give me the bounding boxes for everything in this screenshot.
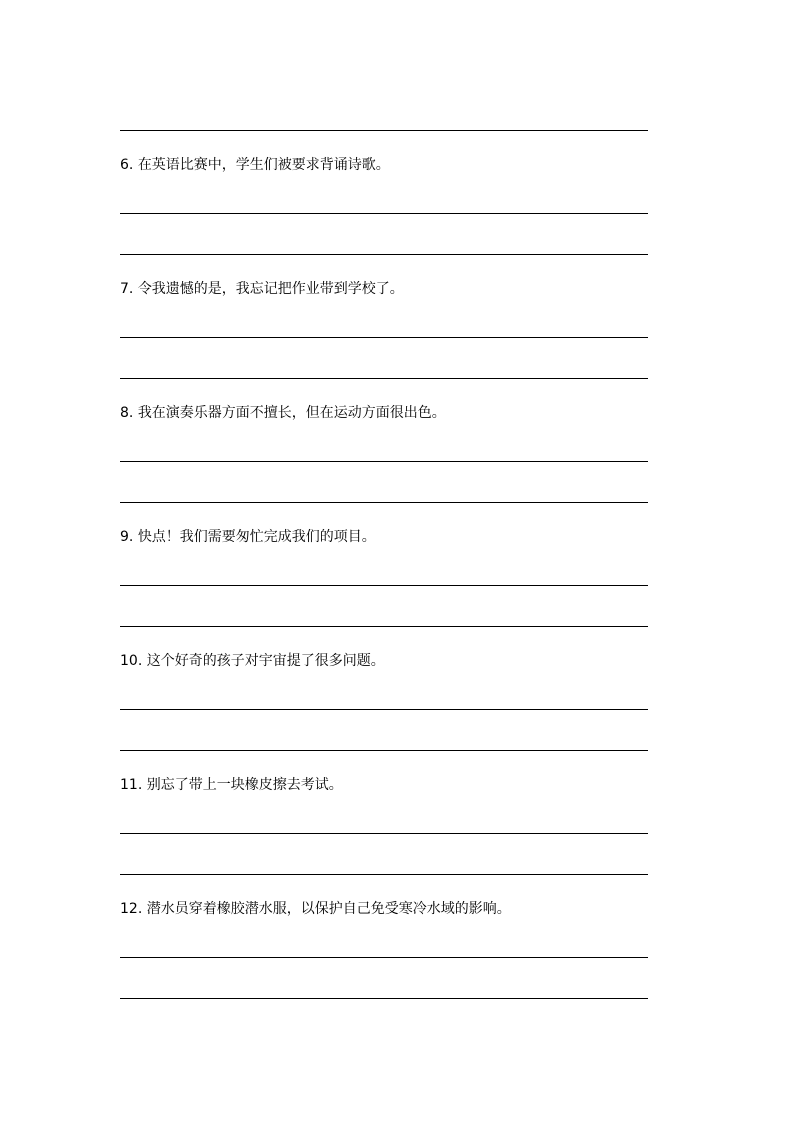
question-text: 快点！我们需要匆忙完成我们的项目。 [137, 529, 376, 545]
answer-line [120, 709, 648, 710]
answer-line [120, 998, 648, 999]
question-number: 6. [120, 157, 134, 173]
question-8 [120, 404, 648, 422]
question-12 [120, 900, 648, 918]
answer-line [120, 378, 648, 379]
question-text: 别忘了带上一块橡皮擦去考试。 [146, 777, 343, 793]
question-number: 9. [120, 529, 134, 545]
answer-line [120, 957, 648, 958]
answer-line [120, 254, 648, 255]
question-6 [120, 156, 648, 174]
answer-line [120, 337, 648, 338]
question-7 [120, 280, 648, 298]
question-number: 11. [120, 777, 143, 793]
answer-line [120, 461, 648, 462]
answer-line [120, 833, 648, 834]
answer-line [120, 585, 648, 586]
question-11 [120, 776, 648, 794]
answer-line [120, 502, 648, 503]
question-9 [120, 528, 648, 546]
answer-line [120, 874, 648, 875]
question-text: 这个好奇的孩子对宇宙提了很多问题。 [146, 653, 385, 669]
question-text: 在英语比赛中，学生们被要求背诵诗歌。 [137, 157, 390, 173]
question-text: 潜水员穿着橡胶潜水服，以保护自己免受寒冷水域的影响。 [146, 901, 511, 917]
question-number: 12. [120, 901, 143, 917]
question-number: 10. [120, 653, 143, 669]
answer-line [120, 130, 648, 131]
question-number: 7. [120, 281, 134, 297]
question-text: 我在演奏乐器方面不擅长，但在运动方面很出色。 [137, 405, 446, 421]
answer-line [120, 626, 648, 627]
question-number: 8. [120, 405, 134, 421]
question-text: 令我遗憾的是，我忘记把作业带到学校了。 [137, 281, 404, 297]
question-10 [120, 652, 648, 670]
answer-line [120, 750, 648, 751]
answer-line [120, 213, 648, 214]
